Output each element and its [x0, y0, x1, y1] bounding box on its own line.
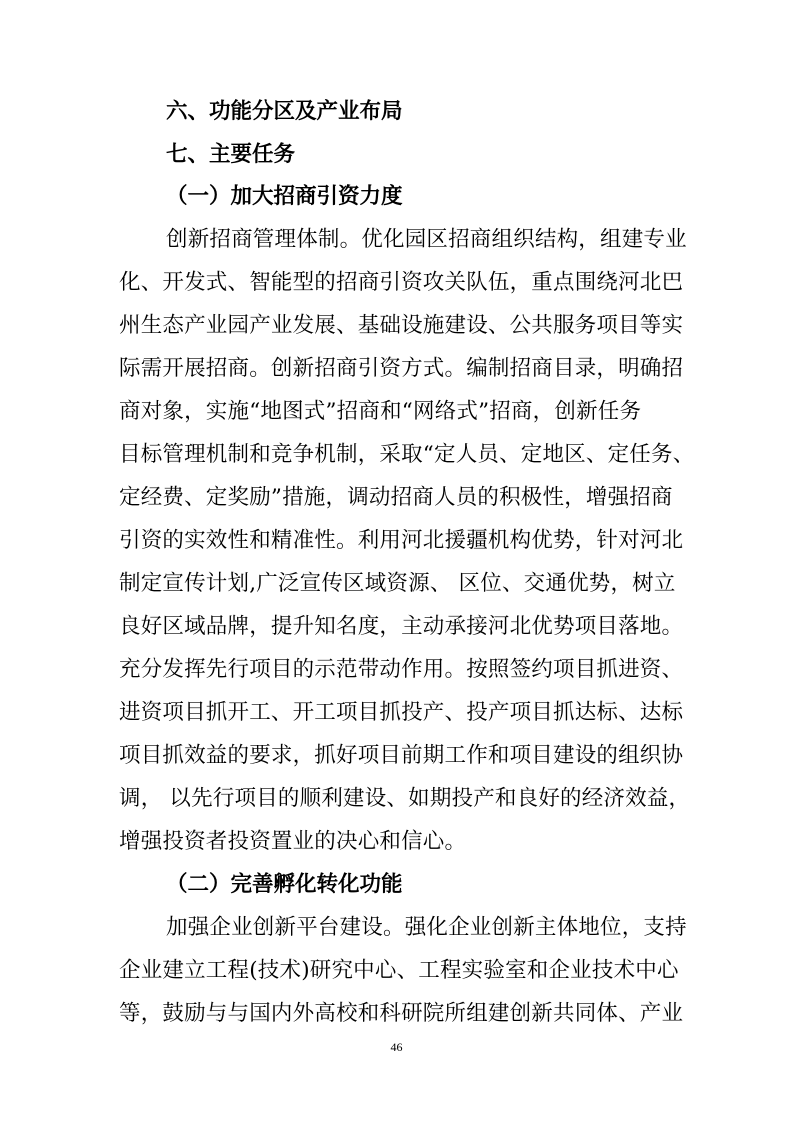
paragraph-line: 进资项目抓开工、开工项目抓投产、投产项目抓达标、达标	[119, 700, 684, 725]
paragraph-line: 引资的实效性和精准性。利用河北援疆机构优势，针对河北	[119, 528, 684, 553]
paragraph-line: 加强企业创新平台建设。强化企业创新主体地位，支持	[166, 915, 687, 940]
paragraph-line: 化、开发式、智能型的招商引资攻关队伍，重点围绕河北巴	[119, 270, 684, 295]
paragraph-line: 制定宣传计划,广泛宣传区域资源、 区位、交通优势，树立	[119, 571, 676, 596]
paragraph-line: 定经费、定奖励”措施，调动招商人员的积极性，增强招商	[119, 485, 673, 510]
paragraph-line: 等，鼓励与与国内外高校和科研院所组建创新共同体、产业	[119, 1001, 684, 1026]
paragraph-line: 项目抓效益的要求，抓好项目前期工作和项目建设的组织协	[119, 743, 684, 768]
paragraph-line: 创新招商管理体制。优化园区招商组织结构，组建专业	[166, 227, 687, 252]
paragraph-line: 调， 以先行项目的顺利建设、如期投产和良好的经济效益，	[119, 786, 691, 811]
paragraph-line: 商对象，实施“地图式”招商和“网络式”招商，创新任务	[119, 399, 642, 424]
paragraph-line: 增强投资者投资置业的决心和信心。	[119, 829, 467, 854]
page-number: 46	[390, 1040, 403, 1054]
paragraph-line: 州生态产业园产业发展、基础设施建设、公共服务项目等实	[119, 313, 684, 338]
heading-functional-zoning: 六、功能分区及产业布局	[166, 99, 403, 124]
heading-main-tasks: 七、主要任务	[166, 142, 296, 167]
paragraph-line: 充分发挥先行项目的示范带动作用。按照签约项目抓进资、	[119, 657, 684, 682]
paragraph-line: 际需开展招商。创新招商引资方式。编制招商目录，明确招	[119, 356, 684, 381]
paragraph-line: 企业建立工程(技术)研究中心、工程实验室和企业技术中心	[119, 958, 679, 983]
paragraph-line: 目标管理机制和竞争机制，采取“定人员、定地区、定任务、	[119, 442, 695, 467]
subheading-investment: （一）加大招商引资力度	[166, 184, 403, 209]
subheading-incubation: （二）完善孵化转化功能	[166, 872, 403, 897]
paragraph-line: 良好区域品牌，提升知名度，主动承接河北优势项目落地。	[119, 614, 684, 639]
